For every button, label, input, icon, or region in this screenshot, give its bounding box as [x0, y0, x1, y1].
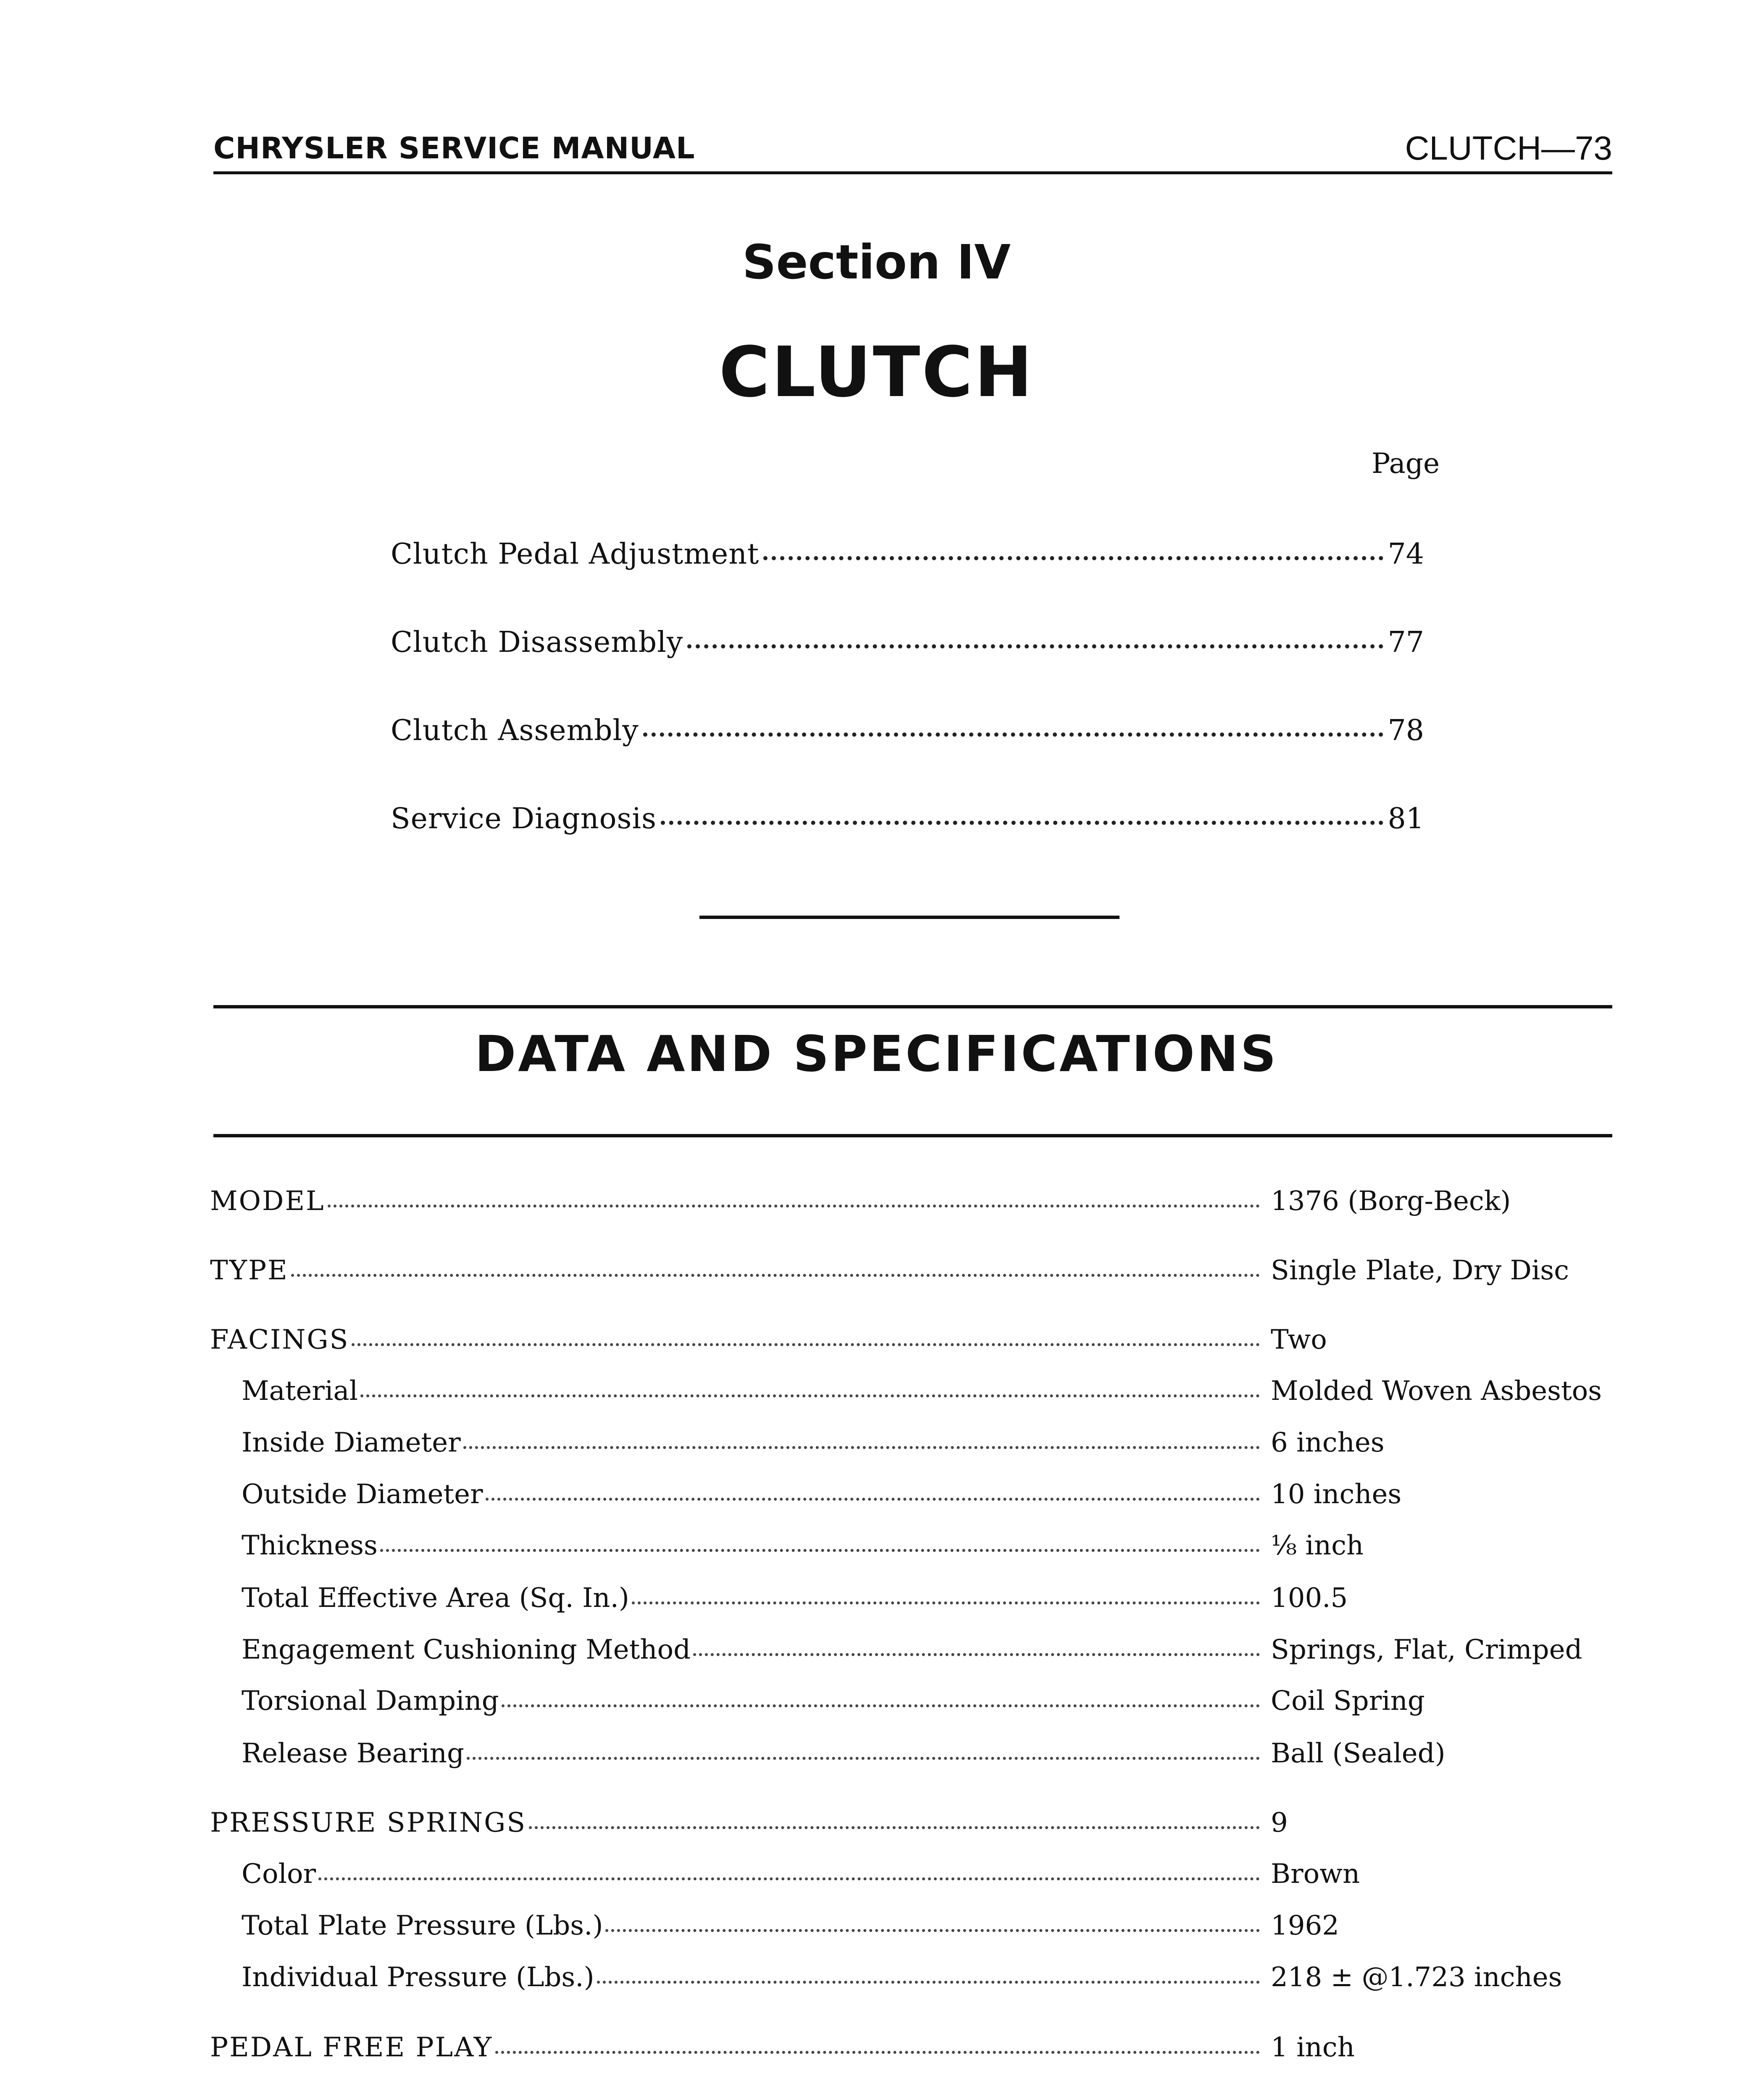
- section-label: Section IV: [742, 235, 1011, 290]
- spec-value: [1271, 2096, 1398, 2100]
- spec-label: Thickness: [242, 1530, 378, 1561]
- rule-below-heading: [213, 1134, 1612, 1137]
- dot-leader: [352, 1343, 1260, 1346]
- specifications-heading: DATA AND SPECIFICATIONS: [475, 1025, 1278, 1083]
- spec-label: Outside Diameter: [242, 1479, 483, 1510]
- toc-entry: [391, 622, 1424, 664]
- dot-leader: [380, 1549, 1260, 1552]
- dot-leader: [763, 556, 1383, 560]
- dot-leader: [687, 644, 1383, 648]
- manual-title: CHRYSLER SERVICE MANUAL: [213, 131, 695, 165]
- spec-row: [242, 1629, 1262, 1671]
- dot-leader: [360, 1394, 1260, 1397]
- toc-entry: [391, 533, 1424, 575]
- spec-label: Total Plate Pressure (Lbs.): [242, 1910, 603, 1941]
- dot-leader: [486, 1498, 1260, 1501]
- spec-row: [210, 1802, 1262, 1844]
- spec-row: [242, 1525, 1262, 1567]
- spec-row: [242, 1422, 1262, 1464]
- toc-entry-label: Clutch Disassembly: [391, 626, 683, 659]
- dot-leader: [632, 1601, 1260, 1604]
- toc-entry-label: Service Diagnosis: [391, 802, 657, 835]
- dot-leader: [318, 1877, 1260, 1880]
- spec-label: PEDAL FREE PLAY: [210, 2032, 493, 2063]
- spec-label: Inside Diameter: [242, 1427, 461, 1458]
- spec-row: [210, 2096, 1262, 2100]
- dot-leader: [502, 1704, 1260, 1707]
- spec-value: Springs, Flat, Crimped: [1271, 1634, 1582, 1665]
- rule-above-heading: [213, 1005, 1612, 1008]
- dot-leader: [661, 821, 1383, 825]
- dot-leader: [597, 1981, 1260, 1984]
- spec-row: [242, 1956, 1262, 1998]
- spec-value: 1 inch: [1271, 2032, 1355, 2063]
- toc-entry-label: Clutch Pedal Adjustment: [391, 538, 760, 571]
- page-number-label: CLUTCH—73: [1405, 129, 1612, 167]
- spec-label: Total Effective Area (Sq. In.): [242, 1583, 629, 1614]
- dot-leader: [605, 1929, 1260, 1932]
- toc-divider: [699, 916, 1120, 919]
- spec-label: TYPE: [210, 1255, 289, 1286]
- dot-leader: [291, 1274, 1260, 1277]
- dot-leader: [467, 1757, 1260, 1760]
- dot-leader: [643, 732, 1384, 737]
- dot-leader: [463, 1446, 1260, 1449]
- spec-label: Material: [242, 1376, 358, 1407]
- spec-value: 100.5: [1271, 1583, 1348, 1614]
- spec-label: [210, 2096, 885, 2100]
- spec-value: Ball (Sealed): [1271, 1738, 1446, 1769]
- header-rule: [213, 171, 1612, 174]
- toc-entry: [391, 798, 1424, 840]
- spec-label: FACINGS: [210, 1324, 350, 1355]
- spec-row: [242, 1905, 1262, 1947]
- spec-label: Color: [242, 1858, 316, 1890]
- spec-row: [210, 1319, 1262, 1361]
- toc-entry: [391, 710, 1424, 752]
- spec-label: Release Bearing: [242, 1738, 464, 1769]
- dot-leader: [693, 1653, 1260, 1656]
- dot-leader: [328, 1205, 1260, 1208]
- spec-value: 1376 (Borg-Beck): [1271, 1186, 1511, 1217]
- spec-row: [242, 1853, 1262, 1895]
- spec-value: Coil Spring: [1271, 1685, 1425, 1717]
- toc-entry-label: Clutch Assembly: [391, 714, 639, 747]
- spec-label: MODEL: [210, 1186, 325, 1217]
- spec-row: [242, 1680, 1262, 1722]
- running-header: [213, 125, 1612, 171]
- spec-row: [242, 1370, 1262, 1412]
- toc-page-column-heading: Page: [1372, 447, 1440, 480]
- spec-value: ⅛ inch: [1271, 1530, 1364, 1561]
- spec-row: [210, 2026, 1262, 2068]
- toc-entry-page: 74: [1388, 538, 1424, 571]
- spec-row: [242, 1577, 1262, 1619]
- spec-row: [242, 1732, 1262, 1774]
- spec-label: Torsional Damping: [242, 1685, 499, 1717]
- dot-leader: [495, 2051, 1260, 2054]
- spec-row: [210, 1180, 1262, 1222]
- spec-value: 1962: [1271, 1910, 1339, 1941]
- spec-value: 10 inches: [1271, 1479, 1402, 1510]
- toc-entry-page: 78: [1388, 714, 1424, 747]
- spec-row: [242, 1473, 1262, 1515]
- spec-row: [210, 1250, 1262, 1292]
- spec-value: Molded Woven Asbestos: [1271, 1376, 1602, 1407]
- spec-value: 9: [1271, 1807, 1288, 1838]
- spec-label: Individual Pressure (Lbs.): [242, 1962, 594, 1993]
- spec-label: Engagement Cushioning Method: [242, 1634, 691, 1665]
- spec-value: Brown: [1271, 1858, 1360, 1890]
- toc-entry-page: 81: [1388, 802, 1424, 835]
- spec-value: Single Plate, Dry Disc: [1271, 1255, 1569, 1286]
- section-title: CLUTCH: [719, 332, 1034, 412]
- toc-entry-page: 77: [1388, 626, 1424, 659]
- dot-leader: [529, 1826, 1260, 1829]
- spec-value: 218 ± @1.723 inches: [1271, 1962, 1562, 1993]
- spec-value: 6 inches: [1271, 1427, 1385, 1458]
- spec-value: Two: [1271, 1324, 1327, 1355]
- spec-label: PRESSURE SPRINGS: [210, 1807, 527, 1838]
